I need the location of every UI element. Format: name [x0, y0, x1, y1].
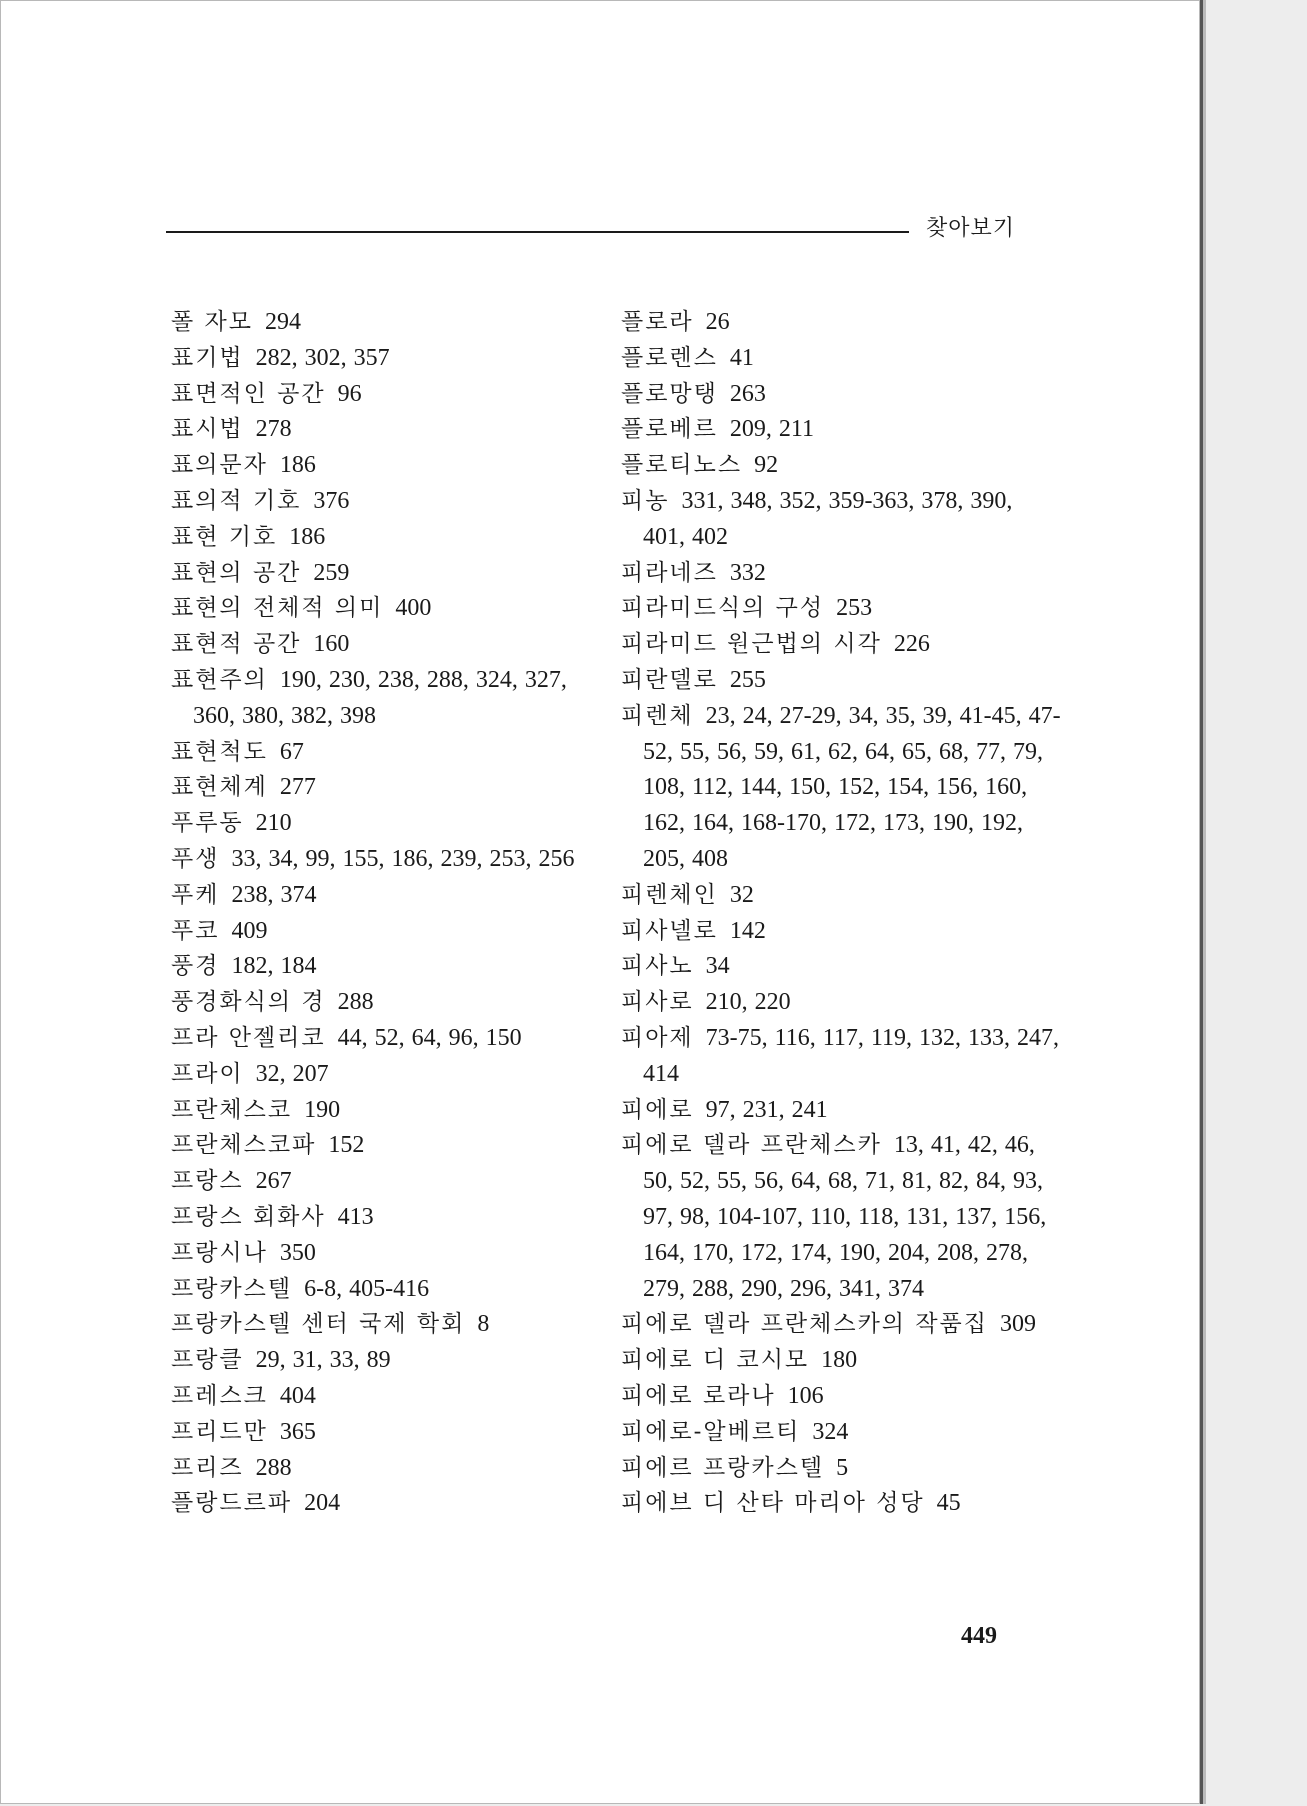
index-entry: [171, 878, 611, 914]
index-term: 표현의 공간: [171, 559, 302, 586]
index-entry: [171, 412, 611, 448]
index-pages: 294: [264, 309, 301, 335]
index-entry: [171, 556, 611, 592]
index-term: 푸생: [171, 845, 220, 872]
index-entry: [171, 770, 611, 806]
index-entry: [621, 591, 1061, 627]
index-entry: [171, 1307, 611, 1343]
index-term: 플로렌스: [621, 344, 718, 371]
index-term: 피란델로: [621, 666, 718, 693]
index-pages: 255: [729, 666, 766, 693]
index-term: 표현체계: [171, 774, 268, 801]
index-pages: 13, 41, 42, 46, 50, 52, 55, 56, 64, 68, 71, 81, 82, 84, 93, 97, 98, 104-107, 110, 118, 131, 137, 156, 164, 170, 172, 174, 190, 204, 208, 278, 279, 288, 290, 296, 341, 374: [643, 1132, 1047, 1302]
index-term: 표현적 공간: [171, 631, 302, 658]
index-entry: [171, 341, 611, 377]
index-pages: 331, 348, 352, 359-363, 378, 390, 401, 402: [643, 487, 1013, 550]
index-term: 프랑카스텔: [171, 1275, 293, 1302]
index-term: 폴 자모: [171, 309, 253, 335]
index-pages: 96: [337, 380, 362, 407]
index-pages: 210: [255, 810, 292, 837]
index-entry: [621, 878, 1061, 914]
index-entry: [621, 1415, 1061, 1451]
index-term: 피사로: [621, 989, 694, 1016]
index-entry: [621, 448, 1061, 484]
index-term: 프라이: [171, 1060, 244, 1087]
index-term: 푸루동: [171, 810, 244, 837]
index-entry: [171, 842, 611, 878]
index-pages: 34: [705, 953, 730, 980]
index-entry: [621, 1486, 1061, 1522]
index-entry: [621, 985, 1061, 1021]
index-entry: [171, 806, 611, 842]
index-pages: 376: [313, 487, 350, 514]
index-entry: [621, 914, 1061, 950]
index-pages: 210, 220: [705, 989, 791, 1016]
index-pages: 238, 374: [231, 881, 317, 908]
index-entry: [621, 1307, 1061, 1343]
index-term: 피라미드 원근법의 시각: [621, 631, 882, 658]
index-pages: 33, 34, 99, 155, 186, 239, 253, 256: [231, 845, 575, 872]
index-entry: [171, 1200, 611, 1236]
index-pages: 73-75, 116, 117, 119, 132, 133, 247, 414: [643, 1024, 1059, 1087]
index-column-right: [621, 305, 1061, 1522]
index-pages: 92: [754, 452, 779, 479]
index-entry: [171, 1272, 611, 1308]
index-pages: 365: [279, 1418, 316, 1445]
index-pages: 324: [812, 1418, 849, 1445]
index-term: 프랑스: [171, 1168, 244, 1195]
index-term: 프랑카스텔 센터 국제 학회: [171, 1311, 466, 1338]
index-term: 표의적 기호: [171, 487, 302, 514]
index-pages: 44, 52, 64, 96, 150: [337, 1024, 522, 1051]
index-entry: [171, 627, 611, 663]
index-entry: [621, 1379, 1061, 1415]
index-entry: [621, 556, 1061, 592]
index-pages: 26: [705, 309, 730, 335]
index-entry: [171, 1379, 611, 1415]
index-term: 푸코: [171, 917, 220, 944]
index-entry: [171, 377, 611, 413]
index-pages: 23, 24, 27-29, 34, 35, 39, 41-45, 47-52, 55, 56, 59, 61, 62, 64, 65, 68, 77, 79, 108, 112, 144, 150, 152, 154, 156, 160, 162, 164, 168-170, 172, 173, 190, 192, 205, 408: [643, 702, 1061, 872]
index-term: 피에로 디 코시모: [621, 1347, 810, 1374]
index-entry: [171, 1057, 611, 1093]
index-pages: 277: [279, 774, 316, 801]
index-pages: 282, 302, 357: [255, 344, 390, 371]
index-entry: [171, 914, 611, 950]
index-entry: [171, 1164, 611, 1200]
index-column-left: [171, 305, 611, 1522]
index-pages: 190, 230, 238, 288, 324, 327, 360, 380, 382, 398: [193, 666, 567, 729]
index-entry: [171, 305, 611, 341]
index-entry: [621, 484, 1061, 556]
index-term: 프리즈: [171, 1454, 244, 1481]
index-entry: [171, 1128, 611, 1164]
header-rule: [166, 231, 909, 233]
index-pages: 253: [836, 595, 873, 622]
index-term: 피렌체인: [621, 881, 718, 908]
index-pages: 226: [893, 631, 930, 658]
index-pages: 409: [231, 917, 268, 944]
index-pages: 8: [477, 1311, 490, 1338]
index-term: 피사넬로: [621, 917, 718, 944]
index-entry: [621, 949, 1061, 985]
index-entry: [171, 985, 611, 1021]
index-term: 피에로: [621, 1096, 694, 1123]
index-entry: [171, 663, 611, 735]
index-term: 프레스크: [171, 1382, 268, 1409]
index-entry: [621, 305, 1061, 341]
index-entry: [171, 1415, 611, 1451]
index-term: 표현의 전체적 의미: [171, 595, 384, 622]
index-term: 플랑드르파: [171, 1490, 293, 1517]
index-term: 피사노: [621, 953, 694, 980]
index-pages: 190: [304, 1096, 341, 1123]
index-term: 표면적인 공간: [171, 380, 326, 407]
index-entry: [621, 412, 1061, 448]
index-entry: [171, 1236, 611, 1272]
index-term: 피에로 로라나: [621, 1382, 776, 1409]
index-pages: 309: [1000, 1311, 1036, 1338]
index-term: 표의문자: [171, 452, 268, 479]
index-pages: 186: [289, 523, 326, 550]
index-term: 프리드만: [171, 1418, 268, 1445]
index-entry: [621, 1093, 1061, 1129]
index-entry: [171, 949, 611, 985]
index-term: 피에브 디 산타 마리아 성당: [621, 1490, 925, 1517]
index-pages: 32: [729, 881, 754, 908]
index-entry: [621, 1451, 1061, 1487]
index-term: 피농: [621, 487, 670, 514]
index-entry: [171, 1451, 611, 1487]
index-pages: 263: [729, 380, 766, 407]
index-pages: 288: [337, 989, 374, 1016]
index-term: 표시법: [171, 416, 244, 443]
index-pages: 32, 207: [255, 1060, 329, 1087]
index-term: 피에로 델라 프란체스카: [621, 1132, 882, 1159]
index-entry: [621, 1021, 1061, 1093]
index-pages: 142: [729, 917, 766, 944]
index-term: 표현 기호: [171, 523, 278, 550]
index-entry: [171, 1486, 611, 1522]
index-term: 프랑클: [171, 1347, 244, 1374]
index-pages: 152: [328, 1132, 365, 1159]
index-term: 피에로-알베르티: [621, 1418, 801, 1445]
index-entry: [621, 699, 1061, 878]
index-pages: 350: [279, 1239, 316, 1266]
index-term: 피라미드식의 구성: [621, 595, 825, 622]
index-entry: [171, 735, 611, 771]
index-term: 피아제: [621, 1024, 694, 1051]
index-pages: 160: [313, 631, 350, 658]
index-pages: 97, 231, 241: [705, 1096, 828, 1123]
index-term: 풍경화식의 경: [171, 989, 326, 1016]
index-term: 플로라: [621, 309, 694, 335]
index-pages: 29, 31, 33, 89: [255, 1347, 391, 1374]
index-term: 표현주의: [171, 666, 268, 693]
index-term: 프라 안젤리코: [171, 1024, 326, 1051]
index-entry: [171, 1343, 611, 1379]
index-entry: [621, 377, 1061, 413]
index-pages: 106: [787, 1382, 824, 1409]
running-header-title: 찾아보기: [926, 216, 1016, 241]
index-term: 표기법: [171, 344, 244, 371]
index-pages: 267: [255, 1168, 292, 1195]
index-pages: 6-8, 405-416: [304, 1275, 430, 1302]
index-entry: [171, 1021, 611, 1057]
index-pages: 259: [313, 559, 350, 586]
index-entry: [171, 448, 611, 484]
index-entry: [621, 341, 1061, 377]
index-term: 표현척도: [171, 738, 268, 765]
index-pages: 67: [279, 738, 304, 765]
index-term: 프랑시나: [171, 1239, 268, 1266]
index-pages: 186: [279, 452, 316, 479]
index-entry: [621, 663, 1061, 699]
index-term: 푸케: [171, 881, 220, 908]
index-term: 풍경: [171, 953, 220, 980]
index-term: 프란체스코: [171, 1096, 293, 1123]
index-term: 피라네즈: [621, 559, 718, 586]
index-term: 피에로 델라 프란체스카의 작품집: [621, 1311, 988, 1338]
index-pages: 400: [395, 595, 432, 622]
index-term: 플로망탱: [621, 380, 718, 407]
index-pages: 180: [821, 1347, 858, 1374]
index-pages: 332: [729, 559, 766, 586]
index-pages: 404: [279, 1382, 316, 1409]
index-pages: 5: [836, 1454, 849, 1481]
index-pages: 204: [304, 1490, 341, 1517]
index-term: 플로베르: [621, 416, 718, 443]
index-entry: [621, 1343, 1061, 1379]
index-term: 피렌체: [621, 702, 694, 729]
page-number: 449: [961, 1623, 997, 1649]
index-term: 플로티노스: [621, 452, 743, 479]
index-entry: [171, 1093, 611, 1129]
index-entry: [171, 484, 611, 520]
index-pages: 182, 184: [231, 953, 317, 980]
index-term: 피에르 프랑카스텔: [621, 1454, 825, 1481]
index-entry: [171, 520, 611, 556]
index-pages: 413: [337, 1203, 374, 1230]
index-term: 프란체스코파: [171, 1132, 317, 1159]
index-entry: [171, 591, 611, 627]
index-pages: 45: [936, 1490, 961, 1517]
index-pages: 288: [255, 1454, 292, 1481]
index-pages: 41: [729, 344, 754, 371]
index-entry: [621, 1128, 1061, 1307]
index-term: 프랑스 회화사: [171, 1203, 326, 1230]
index-pages: 278: [255, 416, 292, 443]
index-pages: 209, 211: [729, 416, 814, 443]
index-entry: [621, 627, 1061, 663]
